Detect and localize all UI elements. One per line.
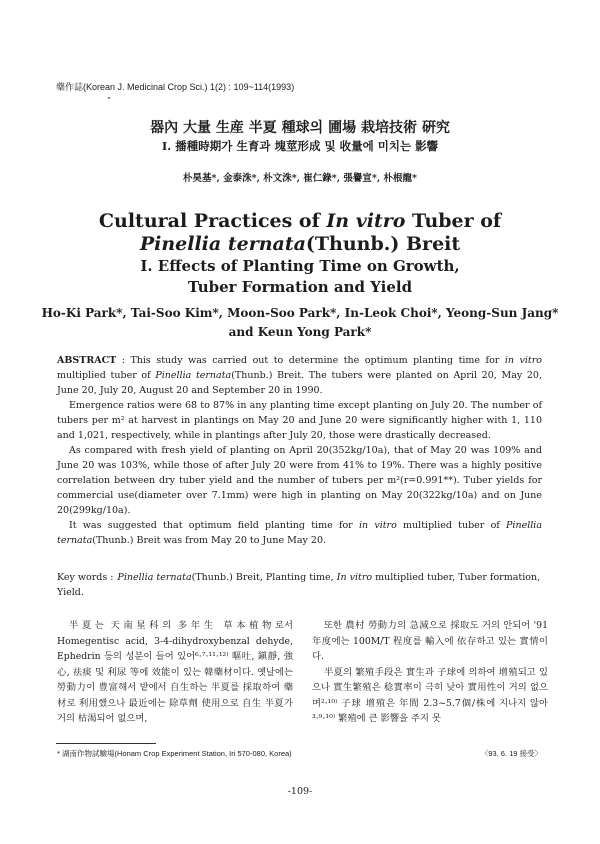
english-subtitle-line2: Tuber Formation and Yield: [187, 278, 413, 296]
abstract-paragraph-2: Emergence ratios were 68 to 87% in any planting time except planting on July 20. The number of tubers per m² at harvest in plantings on May 20 and June 20 were significantly higher with 1, 110 and 1,021, respectively, while in plantings after July 20, those were drastically decreased.: [57, 400, 542, 441]
body-column-right: [312, 618, 548, 727]
korean-subtitle: Ⅰ. 播種時期가 生育과 塊莖形成 및 收量에 미치는 影響: [161, 139, 439, 153]
body-paragraph: 半夏는 天南星科의 多年生 草本植物로서 Homegentisc acid, 3-4-dihydroxybenzal dehyde, Ephedrin 등의 성분이 들어 있어⁶·⁷·¹¹·¹²⁾ 嘔吐, 鎭靜, 強心, 祛痰 및 利尿 等에 效能이 있는 韓藥材이다. 옛날에는 勞動力이 豊富해서 밭에서 自生하는 半夏를 採取하여 藥材로 利用했으나 最近에는 除草劑 使用으로 自生 半夏가 거의 枯渴되어 없으며,: [57, 620, 293, 724]
english-title-line1: Cultural Practices of In vitro Tuber of: [98, 210, 502, 232]
author-list-line2: and Keun Yong Park*: [228, 325, 372, 339]
keywords: Key words : Pinellia ternata(Thunb.) Breit, Planting time, In vitro multiplied tuber, Tuber formation, Yield.: [57, 572, 541, 598]
english-subtitle-line1: Ⅰ. Effects of Planting Time on Growth,: [140, 257, 460, 275]
body-column-left: [57, 618, 293, 727]
body-paragraph: 또한 農村 勞動力의 急減으로 採取도 거의 안되어 '91年度에는 100M/T 程度를 輸入에 依存하고 있는 實情이다.: [312, 620, 548, 662]
korean-title: 器內 大量 生産 半夏 種球의 圃場 栽培技術 硏究: [150, 120, 450, 136]
abstract-paragraph-3: As compared with fresh yield of planting on April 20(352kg/10a), that of May 20 was 109% and June 20 was 103%, while those of after July 20 were from 41% to 19%. There was a highly positive correlation between dry tuber yield and the number of tubers per m²(r=0.991**). Tuber yields for commercial use(diameter over 7.1mm) were high in planting on May 20(322kg/10a) and on June 20(299kg/10a).: [57, 445, 542, 516]
english-title-line2: Pinellia ternata(Thunb.) Breit: [139, 233, 461, 255]
abstract-label: ABSTRACT: [57, 355, 117, 366]
body-paragraph: 半夏의 繁殖手段은 實生과 子球에 의하여 增殖되고 있으나 實生繁殖은 稔實率이 극히 낮아 實用性이 거의 없으며²·¹⁰⁾ 子球 增殖은 年間 2.3~5.7個/株에 지나지 않아³·⁹·¹⁰⁾ 繁殖에 큰 影響을 주지 못: [312, 666, 548, 724]
page-number: -109-: [287, 786, 313, 797]
korean-authors: 朴昊基*, 金泰洙*, 朴文洙*, 崔仁錄*, 張譽宣*, 朴根龍*: [183, 173, 417, 184]
abstract-paragraph-1: ABSTRACT : This study was carried out to determine the optimum planting time for in vitro multiplied tuber of Pinellia ternata(Thunb.) Breit. The tubers were planted on April 20, May 20, June 20, July 20, August 20 and September 20 in 1990.: [57, 355, 543, 396]
footnote-divider: [56, 743, 156, 744]
received-date: 〈93. 6. 19 接受〉: [480, 749, 542, 758]
journal-citation: 藥作誌(Korean J. Medicinal Crop Sci.) 1(2) : 109~114(1993): [56, 82, 295, 92]
author-list-line1: Ho-Ki Park*, Tai-Soo Kim*, Moon-Soo Park*, In-Leok Choi*, Yeong-Sun Jang*: [41, 306, 559, 320]
abstract: [57, 353, 542, 548]
keywords-label: Key words :: [57, 572, 114, 583]
affiliation-footnote: * 湖南作物試驗場(Honam Crop Experiment Station, Iri 570-080, Korea): [57, 749, 292, 758]
abstract-paragraph-4: It was suggested that optimum field planting time for in vitro multiplied tuber of Pinellia ternata(Thunb.) Breit was from May 20 to June May 20.: [57, 520, 542, 546]
speck-mark: [108, 97, 110, 99]
